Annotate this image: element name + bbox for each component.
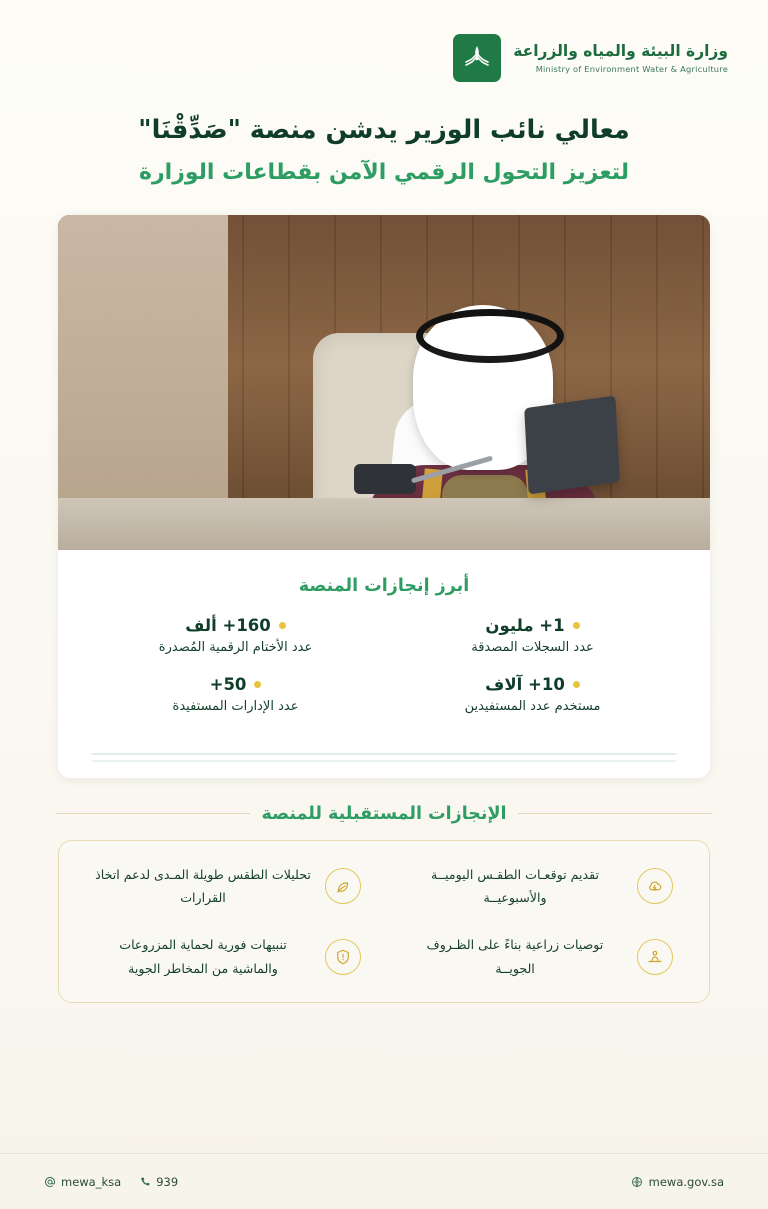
stat-label: عدد الأختام الرقمية المُصدرة (158, 639, 313, 655)
stat-label: مستخدم عدد المستفيدين (464, 698, 601, 714)
logo-text (513, 42, 728, 74)
phone-icon (139, 1176, 151, 1188)
future-title-wrap (0, 804, 768, 824)
page-title: معالي نائب الوزير يدشن منصة "صَدِّقْنَا" (138, 115, 630, 145)
content-card (58, 215, 710, 778)
future-title: الإنجازات المستقبلية للمنصة (261, 803, 507, 824)
logo-arabic-name: وزارة البيئة والمياه والزراعة (513, 42, 728, 61)
stat-value: 10+ آلاف (485, 674, 565, 694)
divider-line (92, 760, 676, 762)
stat-value-row (403, 616, 662, 635)
website-link[interactable] (631, 1175, 724, 1189)
divider-line (92, 753, 676, 755)
stat-item (92, 675, 379, 714)
saudi-emblem-palm-swords-icon (453, 34, 501, 82)
stats-section (58, 550, 710, 748)
leaf-analytics-icon (325, 868, 361, 904)
desk-surface (58, 498, 710, 550)
bullet-dot-icon (573, 622, 580, 629)
stat-item (389, 675, 676, 714)
stat-item (92, 616, 379, 655)
phone-number-text: 939 (156, 1174, 179, 1189)
ministry-logo (453, 34, 728, 82)
future-item-text: توصيات زراعية بناءً على الظـروف الجويــة (426, 937, 604, 976)
stat-value: 160+ ألف (185, 615, 271, 635)
future-item (389, 863, 691, 910)
title-block (0, 112, 768, 189)
page-subtitle: لتعزيز التحول الرقمي الآمن بقطاعات الوزارة (139, 159, 629, 185)
stat-value-row (106, 616, 365, 635)
social-handle-text: mewa_ksa (61, 1174, 122, 1189)
stat-label: عدد الإدارات المستفيدة (172, 698, 299, 714)
stat-label: عدد السجلات المصدقة (471, 639, 594, 655)
microphone-base (354, 464, 416, 494)
bullet-dot-icon (254, 681, 261, 688)
agriculture-advice-icon (637, 939, 673, 975)
social-handle[interactable] (44, 1175, 121, 1189)
future-item-text: تقديم توقعـات الطقـس اليوميــة والأسبوعيــة (431, 866, 599, 906)
alert-shield-icon (325, 939, 361, 975)
footer (0, 1153, 768, 1209)
future-box (58, 840, 710, 1003)
igal-cord (416, 309, 564, 363)
bullet-dot-icon (573, 681, 580, 688)
stats-title: أبرز إنجازات المنصة (298, 575, 470, 596)
future-item (77, 933, 379, 980)
deputy-minister-signing-photo (58, 215, 710, 550)
phone-number[interactable] (139, 1175, 178, 1189)
future-item-text: تحليلات الطقس طويلة المـدى لدعم اتخاذ القرارات (95, 866, 311, 906)
stats-grid (92, 616, 676, 714)
future-item-text: تنبيهات فورية لحماية المزروعات والماشية من المخاطر الجوية (119, 937, 287, 976)
at-sign-icon (44, 1176, 56, 1188)
bullet-dot-icon (279, 622, 286, 629)
tablet-device (524, 395, 620, 494)
stat-value: 1+ مليون (485, 615, 565, 635)
weather-forecast-icon (637, 868, 673, 904)
title-rule-left (518, 813, 712, 814)
stat-value-row (106, 675, 365, 694)
title-rule-right (56, 813, 250, 814)
stat-value: 50+ (209, 674, 247, 694)
future-item (389, 933, 691, 980)
future-section (0, 804, 768, 1003)
future-grid (77, 863, 691, 980)
globe-icon (631, 1176, 643, 1188)
future-item (77, 863, 379, 910)
footer-left (44, 1175, 178, 1189)
stat-value-row (403, 675, 662, 694)
stat-item (389, 616, 676, 655)
card-divider-group (58, 753, 710, 778)
header (0, 0, 768, 82)
logo-english-name: Ministry of Environment Water & Agriculture (535, 63, 728, 74)
website-text: mewa.gov.sa (648, 1174, 724, 1189)
